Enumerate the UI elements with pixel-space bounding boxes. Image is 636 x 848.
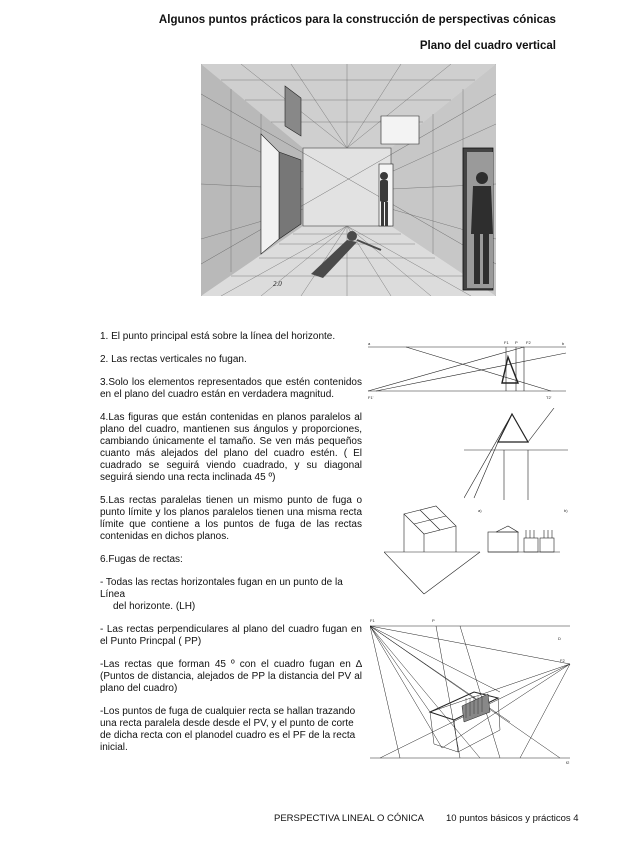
fig1-label-p: P <box>515 340 518 345</box>
figure-parallel-planes <box>384 500 574 596</box>
vanishing-any-line: -Los puntos de fuga de cualquier recta se hallan trazando una recta paralela desde desde el PV, y el punto de corte de dicha recta con el planodel cuadro es el PF de la recta inicial. <box>100 706 356 753</box>
vanishing-perpendicular: - Las rectas perpendiculares al plano del cuadro fugan en el Punto Princpal ( PP) <box>100 624 362 647</box>
point-1: 1. El punto principal está sobre la línea del horizonte. <box>100 331 336 342</box>
fig1-label-b: b <box>562 341 565 346</box>
vanishing-diagonal: -Las rectas que forman 45 º con el cuadro fugan en ∆ (Puntos de distancia, alejados de PP la distancia del PV al plano del cuadro) <box>100 659 362 694</box>
footer-course-title: PERSPECTIVA LINEAL O CÓNICA <box>274 813 424 824</box>
vanishing-horizontal: - Todas las rectas horizontales fugan en un punto de la Línea <box>100 577 343 600</box>
fig4-label-f2-lower: f2 <box>566 760 570 764</box>
fig3-label-a: a) <box>478 508 482 513</box>
fig1-label-f1p: F1' <box>368 395 374 400</box>
point-4: 4.Las figuras que están contenidas en planos paralelos al plano del cuadro, mantienen sus ángulos y proporciones, cambiando únicamente el tamaño. Se ven más pequeños cuanto más alejados del plano del cuadro estén. ( El cuadrado se seguirá viendo cuadrado, y su diagonal seguirá siendo una recta inclinada 45 º) <box>100 412 362 483</box>
fig3-label-b: b) <box>564 508 568 513</box>
point-5: 5.Las rectas paralelas tienen un mismo punto de fuga o punto límite y los planos paralelos tienen una misma recta límite que contiene a los puntos de fuga de las rectas contenidas en dichos planos. <box>100 495 362 542</box>
plate-number: 2.0 <box>273 280 282 288</box>
fig4-label-d: D <box>558 636 561 641</box>
page-header-subtitle: Plano del cuadro vertical <box>419 40 556 52</box>
figure-horizon-triangle <box>366 333 570 405</box>
footer-page-info: 10 puntos básicos y prácticos 4 <box>446 813 579 824</box>
perspective-room-engraving <box>201 64 496 296</box>
fig1-label-t2p: T2' <box>546 395 552 400</box>
fig1-label-f1: F1 <box>504 340 509 345</box>
point-3: 3.Solo los elementos representados que estén contenidos en el plano del cuadro están en verdadera magnitud. <box>100 377 362 400</box>
fig4-label-p: P <box>432 618 435 623</box>
fig1-label-a: a <box>368 341 371 346</box>
page-header-title: Algunos puntos prácticos para la construcción de perspectivas cónicas <box>158 14 556 26</box>
fig4-label-f2: F2 <box>560 658 565 663</box>
point-6: 6.Fugas de rectas: <box>100 554 183 565</box>
fig1-label-f2: F2 <box>526 340 531 345</box>
fig4-label-f1: F1 <box>370 618 375 623</box>
vanishing-horizontal-cont: del horizonte. (LH) <box>113 601 196 612</box>
figure-perspective-box <box>370 612 574 764</box>
text-column <box>100 331 362 765</box>
point-2: 2. Las rectas verticales no fugan. <box>100 354 247 365</box>
figure-triangle-construction <box>464 408 568 500</box>
